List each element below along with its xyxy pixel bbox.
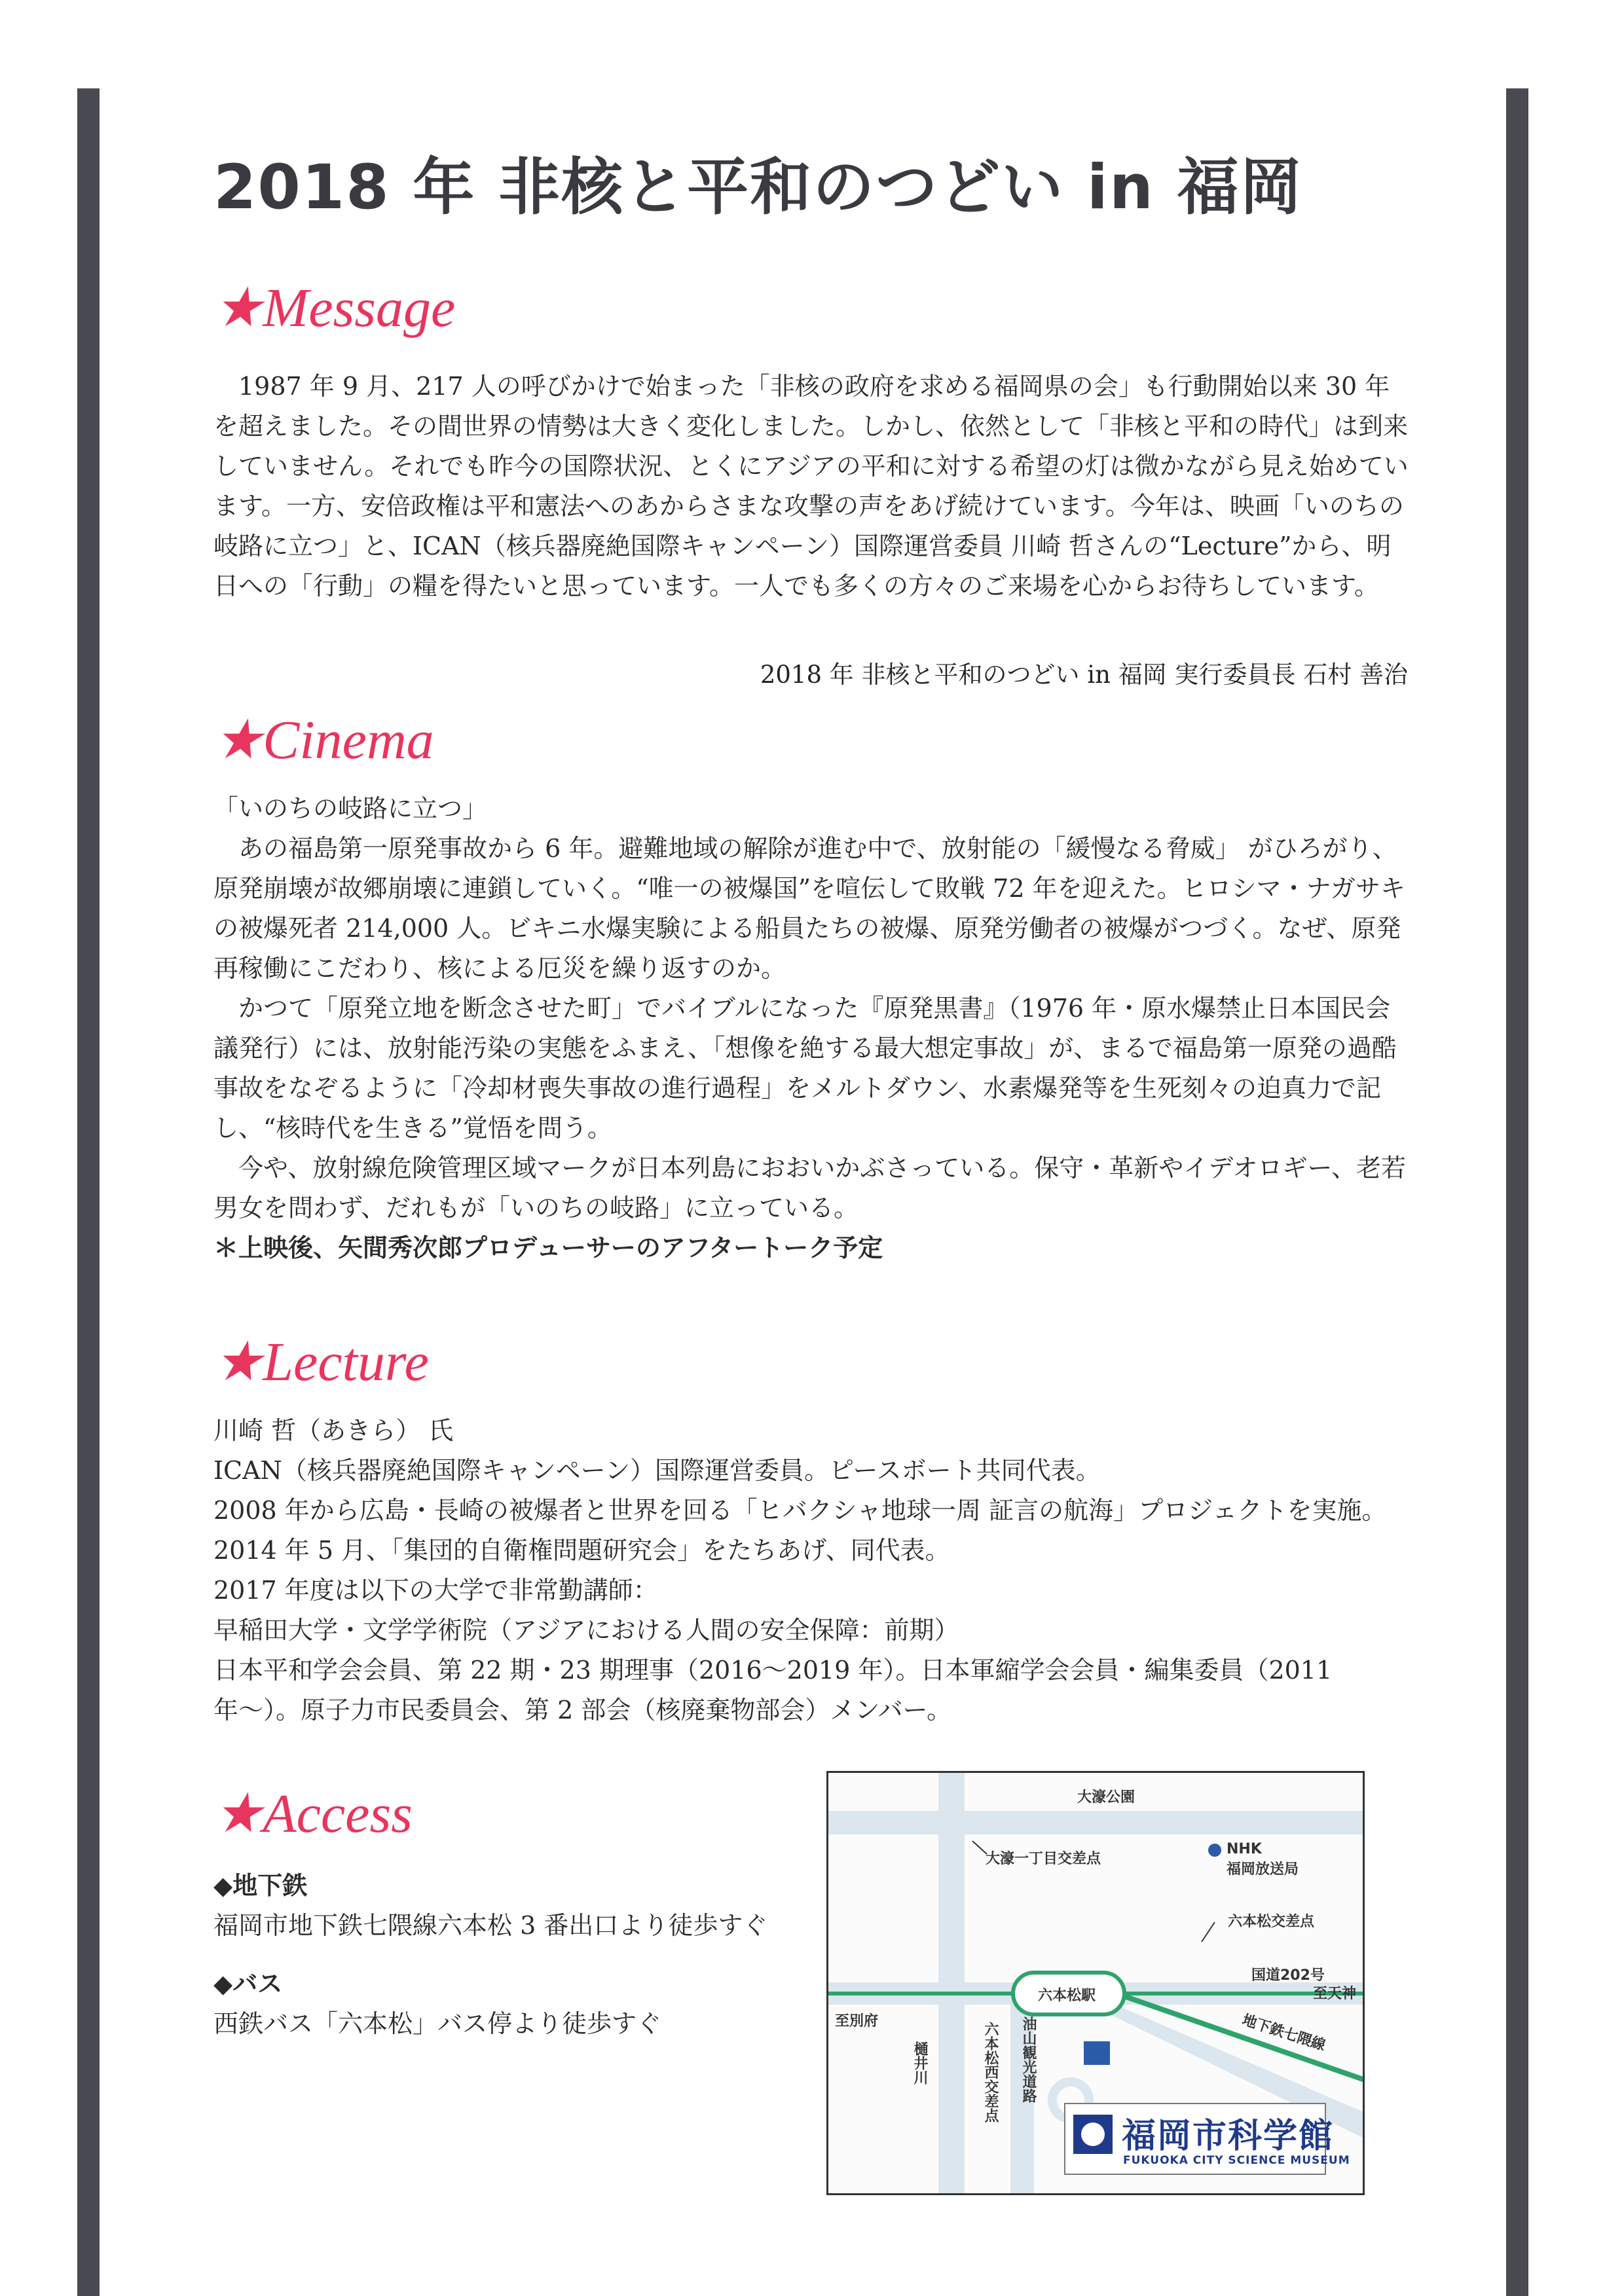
message-heading: ★Message xyxy=(213,278,456,338)
message-text: 1987 年 9 月、217 人の呼びかけで始まった「非核の政府を求める福岡県の会」も行動開始以来 30 年を超えました。その間世界の情勢は大きく変化しました。しかし、依然として「非核と平和の時代」は到来していません。それでも昨今の国際状況、とくにアジアの平和に対する希望の灯は微かながら見え始めています。一方、安倍政権は平和憲法へのあからさまな攻撃の声をあげ続けています。今年は、映画「いのちの岐路に立つ」と、ICAN（核兵器廃絶国際キャンペーン）国際運営委員 川崎 哲さんの“Lecture”から、明日への「行動」の糧を得たいと思っています。一人でも多くの方々のご来場を心からお待ちしています。 xyxy=(213,372,1409,600)
map-label-ohori-park: 大濠公園 xyxy=(1077,1789,1135,1806)
left-border-bar xyxy=(77,88,100,2296)
lecturer-university: 早稲田大学・文学学術院（アジアにおける人間の安全保障：前期） xyxy=(213,1616,959,1645)
lecturer-role: ICAN（核兵器廃絶国際キャンペーン）国際運営委員。ピースボート共同代表。 xyxy=(213,1456,1101,1485)
nhk-dot xyxy=(1208,1844,1221,1857)
lecture-heading: ★Lecture xyxy=(213,1332,429,1393)
leader-ropponmatsu-crossing xyxy=(1202,1922,1215,1942)
museum-name: 福岡市科学館 xyxy=(1122,2117,1335,2156)
access-map xyxy=(826,1771,1365,2195)
map-label-nhk: NHK xyxy=(1227,1841,1262,1857)
map-label-to-tenjin: 至天神 xyxy=(1313,1986,1357,2002)
museum-marker xyxy=(1084,2041,1110,2065)
map-label-station: 六本松駅 xyxy=(1038,1988,1096,2004)
subway-label: ◆地下鉄 xyxy=(213,1871,308,1900)
access-body xyxy=(213,1866,777,2044)
page-title: 2018 年 非核と平和のつどい in 福岡 xyxy=(213,152,1303,223)
lecturer-teaching: 2017 年度は以下の大学で非常勤講師： xyxy=(213,1576,658,1605)
bus-text: 西鉄バス「六本松」バス停より徒歩すぐ xyxy=(213,2009,662,2038)
message-body xyxy=(213,367,1413,606)
science-museum-logo xyxy=(1064,2103,1350,2175)
map-label-nhk-station: 福岡放送局 xyxy=(1227,1861,1299,1878)
lecturer-name: 川崎 哲（あきら） 氏 xyxy=(213,1416,454,1445)
message-signature: 2018 年 非核と平和のつどい in 福岡 実行委員長 石村 善治 xyxy=(760,661,1408,689)
map-label-ropponmatsu-crossing: 六本松交差点 xyxy=(1228,1914,1315,1930)
map-label-nanakuma-line: 地下鉄七隈線 xyxy=(1240,2012,1328,2054)
map-label-hiigawa: 樋井川 xyxy=(912,2041,928,2085)
subway-text: 福岡市地下鉄七隈線六本松 3 番出口より徒歩すぐ xyxy=(213,1911,768,1940)
film-title: 「いのちの岐路に立つ」 xyxy=(213,794,488,823)
map-label-ohori-crossing: 大濠一丁目交差点 xyxy=(986,1851,1101,1867)
museum-english-name: FUKUOKA CITY SCIENCE MUSEUM xyxy=(1123,2154,1350,2167)
lecturer-memberships: 日本平和学会会員、第 22 期・23 期理事（2016〜2019 年）。日本軍縮学会会員・編集委員（2011 年〜）。原子力市民委員会、第 2 部会（核廃棄物部会）メンバー。 xyxy=(213,1656,1333,1724)
map-label-to-beppu: 至別府 xyxy=(835,2013,879,2030)
access-heading: ★Access xyxy=(213,1783,413,1844)
map-label-aburayama-road: 油山観光道路 xyxy=(1020,2016,1037,2103)
lecture-body xyxy=(213,1411,1413,1730)
road-ohori xyxy=(828,1811,1365,1834)
right-border-bar xyxy=(1506,88,1528,2296)
museum-logo-icon xyxy=(1073,2115,1113,2154)
cinema-body xyxy=(213,789,1413,1268)
map-label-route202: 国道202号 xyxy=(1251,1967,1325,1984)
leader-ohori-crossing xyxy=(972,1841,987,1854)
cinema-paragraph-2: かつて「原発立地を断念させた町」でバイブルになった『原発黒書』（1976 年・原水爆禁止日本国民会議発行）には、放射能汚染の実態をふまえ、「想像を絶する最大想定事故」が、まるで福島第一原発の過酷事故をなぞるように「冷却材喪失事故の進行過程」をメルトダウン、水素爆発等を生死刻々の迫真力で記し、“核時代を生きる”覚悟を問う。 xyxy=(213,994,1397,1142)
lecturer-project: 2008 年から広島・長崎の被爆者と世界を回る「ヒバクシャ地球一周 証言の航海」プロジェクトを実施。2014 年 5 月、「集団的自衛権問題研究会」をたちあげ、同代表。 xyxy=(213,1496,1387,1565)
cinema-heading: ★Cinema xyxy=(213,710,434,771)
cinema-paragraph-1: あの福島第一原発事故から 6 年。避難地域の解除が進む中で、放射能の「緩慢なる脅威」 がひろがり、原発崩壊が故郷崩壊に連鎖していく。“唯一の被爆国”を喧伝して敗戦 72 年を迎えた。ヒロシマ・ナガサキの被爆死者 214,000 人。ビキニ水爆実験による船員たちの被爆、原発労働者の被爆がつづく。なぜ、原発再稼働にこだわり、核による厄災を繰り返すのか。 xyxy=(213,834,1405,983)
cinema-paragraph-3: 今や、放射線危険管理区域マークが日本列島におおいかぶさっている。保守・革新やイデオロギー、老若男女を問わず、だれもが「いのちの岐路」に立っている。 xyxy=(213,1154,1406,1222)
map-label-west-crossing: 六本松西交差点 xyxy=(982,2022,999,2123)
bus-label: ◆バス xyxy=(213,1969,283,1998)
cinema-afterttalk-note: ＊上映後、矢間秀次郎プロデューサーのアフタートーク予定 xyxy=(213,1233,883,1262)
